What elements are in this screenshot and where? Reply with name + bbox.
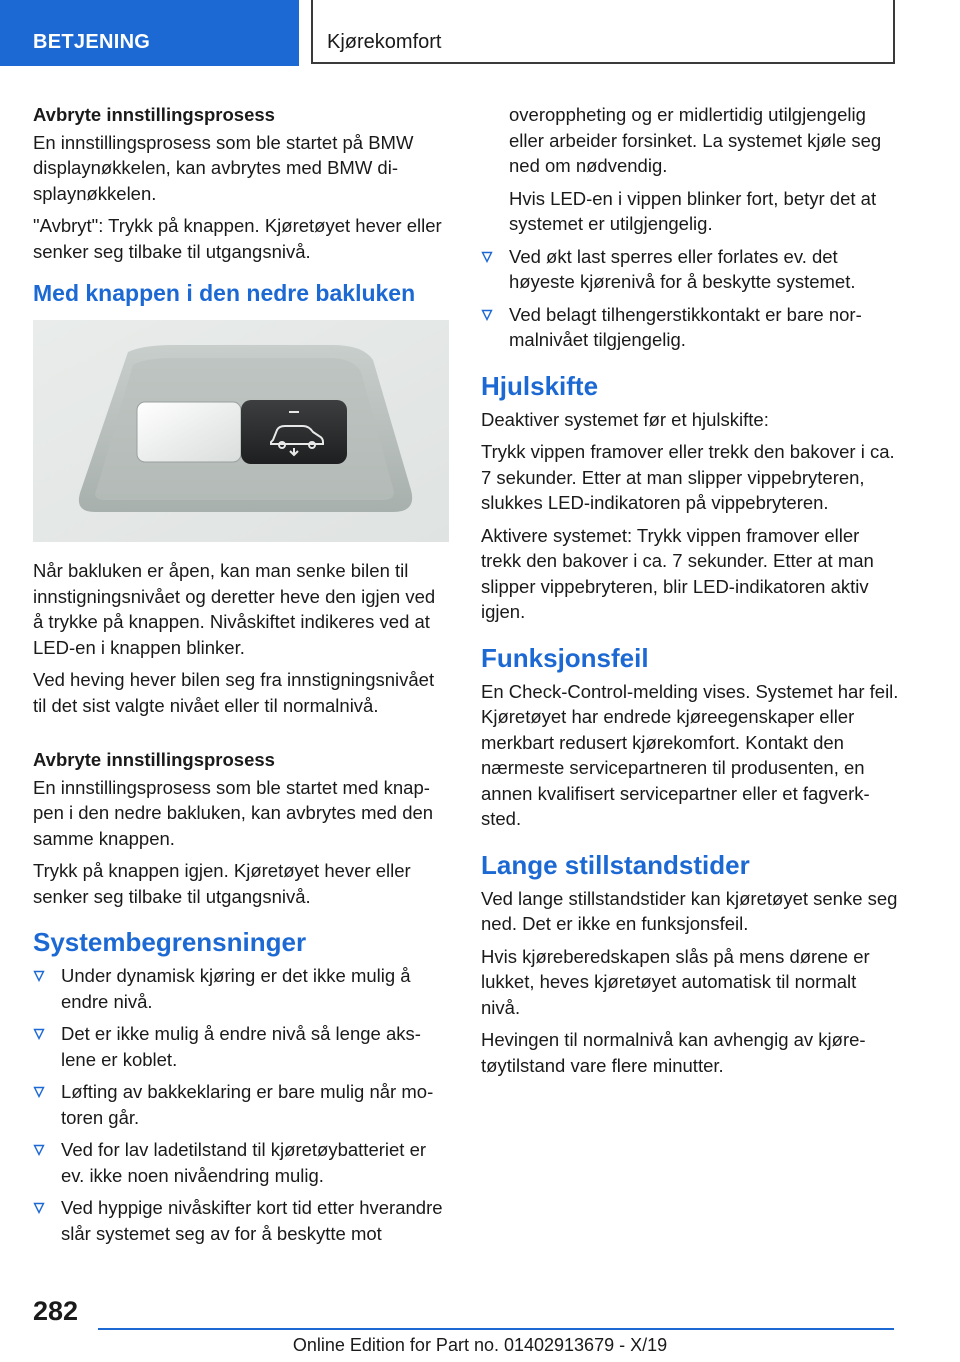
list-item-continuation: Hvis LED-en i vippen blinker fort, betyr det at systemet er utilgjengelig.: [509, 187, 877, 234]
malfunction-heading: Funksjonsfeil: [481, 642, 649, 673]
abort-settings-paragraph: "Avbryt": Trykk på knappen. Kjøretøyet hever eller senker seg tilbake til utgangsnivå.: [33, 215, 442, 262]
left-column: [33, 102, 449, 1253]
triangle-bullet-icon: [33, 1028, 45, 1040]
footer-divider: [98, 1328, 894, 1330]
triangle-bullet-icon: [33, 1086, 45, 1098]
list-item: Under dynamisk kjøring er det ikke mulig å endre nivå.: [33, 963, 449, 1014]
abort-settings-paragraph: En innstillingsprosess som ble startet med knappen i den nedre bakluken, kan avbrytes med den samme knappen.: [33, 776, 434, 849]
triangle-bullet-icon: [33, 1202, 45, 1214]
abort-settings-paragraph: Trykk på knappen igjen. Kjøretøyet hever eller senker seg tilbake til utgangsnivå.: [33, 860, 411, 907]
long-standstill-heading: Lange stillstandstider: [481, 849, 750, 880]
list-item: Løfting av bakkeklaring er bare mulig når motoren går.: [33, 1079, 449, 1130]
tailgate-paragraph: Når bakluken er åpen, kan man senke bilen til innstigningsnivået og deretter heve den igjen ved å trykke på knappen. Nivåskiftet indikeres ved at LED-en i knappen blinker.: [33, 560, 436, 658]
list-item: Ved belagt tilhengerstikkontakt er bare normalnivået tilgjengelig.: [481, 302, 899, 353]
triangle-bullet-icon: [33, 1144, 45, 1156]
abort-settings-subheading: Avbryte innstillingsprosess: [33, 749, 275, 770]
wheel-change-heading: Hjulskifte: [481, 370, 599, 401]
chapter-title: Kjørekomfort: [311, 0, 895, 64]
wheel-change-paragraph: Trykk vippen framover eller trekk den bakover i ca. 7 sekunder. Etter at man slipper vippebryteren, slukkes LED-indikatoren på vippebryteren.: [481, 441, 895, 513]
list-item: Ved økt last sperres eller forlates ev. det høyeste kjørenivå for å beskytte systemet.: [481, 244, 899, 295]
malfunction-paragraph: En Check-Control-melding vises. Systemet har feil. Kjøretøyet har endrede kjøreegenskaper eller merkbart redusert kjørekomfort. Kontakt den nærmeste servicepartneren til produsenten, en annen kvalifisert servicepartner eller et fagverksted.: [481, 680, 899, 829]
system-limits-list: [481, 244, 899, 353]
section-tab: BETJENING: [0, 0, 299, 66]
right-column: [481, 102, 899, 1085]
tailgate-button-heading: Med knappen i den nedre bakluken: [33, 280, 416, 306]
long-standstill-paragraph: Ved lange stillstandstider kan kjøretøyet senke seg ned. Det er ikke en funksjonsfeil.: [481, 887, 898, 934]
list-item-continuation: overoppheting og er midlertidig utilgjengelig eller arbeider forsinket. La systemet kjøle seg ned om nødvendig.: [509, 104, 882, 176]
wheel-change-paragraph: Aktivere systemet: Trykk vippen framover eller trekk den bakover i ca. 7 sekunder. Etter at man slipper vippebryteren, blir LED-indikatoren aktiv igjen.: [481, 524, 874, 622]
list-item: Det er ikke mulig å endre nivå så lenge akslene er koblet.: [33, 1021, 449, 1072]
edition-footer: Online Edition for Part no. 01402913679 - X/19: [292, 1335, 668, 1355]
system-limits-list: [33, 963, 449, 1246]
triangle-bullet-icon: [33, 970, 45, 982]
wheel-change-paragraph: Deaktiver systemet før et hjulskifte:: [481, 408, 769, 430]
long-standstill-paragraph: Hevingen til normalnivå kan avhengig av kjøretøytilstand vare flere minutter.: [481, 1029, 866, 1076]
long-standstill-paragraph: Hvis kjøreberedskapen slås på mens dørene er lukket, heves kjøretøyet automatisk til normalt nivå.: [481, 945, 870, 1018]
list-item: Ved hyppige nivåskifter kort tid etter hverandre slår systemet seg av for å beskytte mot: [33, 1195, 449, 1246]
tailgate-button-photo: [33, 320, 449, 542]
page-header: [0, 0, 960, 66]
page-number: 282: [33, 1296, 79, 1326]
triangle-bullet-icon: [481, 251, 493, 263]
triangle-bullet-icon: [481, 309, 493, 321]
abort-settings-subheading: Avbryte innstillingsprosess: [33, 104, 275, 125]
abort-settings-paragraph: En innstillingsprosess som ble startet på BMW displaynøkkelen, kan avbrytes med BMW displaynøkkelen.: [33, 131, 414, 204]
system-limits-heading: Systembegrensninger: [33, 927, 307, 957]
list-item: Ved for lav ladetilstand til kjøretøybatteriet er ev. ikke noen nivåendring mulig.: [33, 1137, 449, 1188]
white-button-segment: [137, 402, 241, 462]
tailgate-paragraph: Ved heving hever bilen seg fra innstigningsnivået til det sist valgte nivået eller til normalnivå.: [33, 669, 435, 716]
